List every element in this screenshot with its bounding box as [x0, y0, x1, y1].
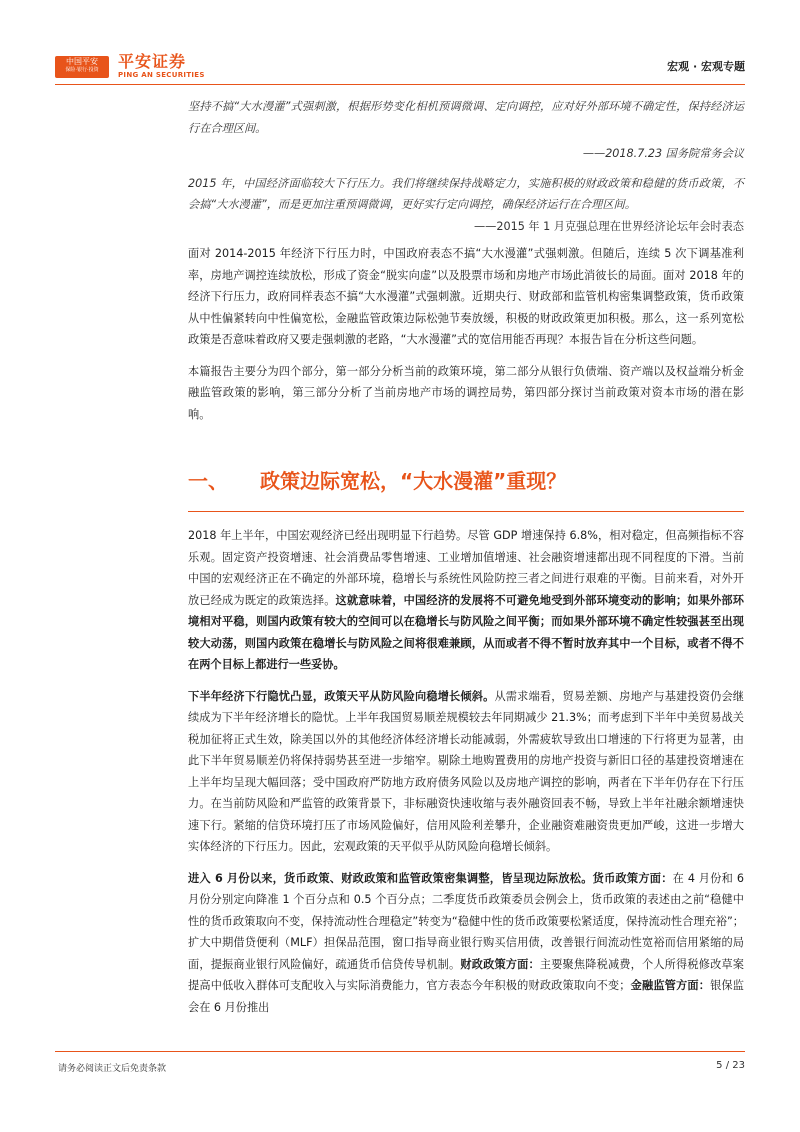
disclaimer-note: 请务必阅读正文后免责条款: [58, 1064, 167, 1074]
quote-2: 2015 年，中国经济面临较大下行压力。我们将继续保持战略定力，实施积极的财政政策和稳健的货币政策，不会搞“大水漫灌”，而是更加注重预调微调，更好实行定向调控，确保经济运行在合理区间。: [188, 176, 744, 211]
header-divider: [55, 84, 745, 85]
paragraph-text: 从需求端看，贸易差额、房地产与基建投资仍会继续成为下半年经济增长的隐忧。上半年我国贸易顺差规模较去年同期减少 21.3%；而考虑到下半年中美贸易战关税加征将正式生效，除美国以外的其他经济体经济增长动能减弱，外需疲软导致出口增速的下行将更为显著，由此下半年贸易顺差仍将保持弱势甚至进一步缩窄。剔除土地购置费用的房地产投资与新旧口径的基建投资增速在上半年均呈现大幅回落；受中国政府严防地方政府债务风险以及房地产调控的影响，两者在下半年仍存在下行压力。在当前防风险和严监管的政策背景下，非标融资快速收缩与表外融资回表不畅，导致上半年社融余额增速快速下行。紧缩的信贷环境打压了市场风险偏好，信用风险利差攀升，企业融资难融资贵更加严峻，这进一步增大实体经济的下行压力。因此，宏观政策的天平似乎从防风险向稳增长倾斜。: [188, 689, 744, 853]
report-body: [188, 96, 744, 1018]
logo-sub-text: 保险·银行·投资: [65, 67, 99, 73]
section-paragraph-3: [188, 868, 744, 1019]
paragraph-emphasis: 下半年经济下行隐忧凸显，政策天平从防风险向稳增长倾斜。: [188, 689, 495, 703]
paragraph-emphasis: 财政政策方面：: [460, 957, 540, 971]
report-section-label: 宏观 · 宏观专题: [667, 60, 745, 73]
section-title: 政策边际宽松，“大水漫灌”重现？: [260, 469, 567, 493]
paragraph-text: 银保监会在 6 月份推出: [188, 979, 744, 1014]
section-paragraph-2: [188, 686, 744, 858]
section-divider: [188, 511, 744, 512]
brand-name-cn: 平安证券: [118, 52, 187, 71]
paragraph-text: 主要聚焦降税减费，个人所得税修改草案提高中低收入群体可支配收入与实际消费能力，官方表态今年积极的财政政策取向不变；: [188, 957, 744, 992]
paragraph-emphasis: 金融监管方面：: [630, 979, 711, 992]
footer-divider: [55, 1051, 745, 1052]
page-number: 5 / 23: [716, 1060, 745, 1071]
brand-name-en: PING AN SECURITIES: [118, 71, 205, 79]
paragraph-emphasis: 进入 6 月份以来，货币政策、财政政策和监管政策密集调整，皆呈现边际放松。货币政策方面：: [188, 871, 673, 885]
page-header: [0, 0, 800, 86]
paragraph-emphasis: 这就意味着，中国经济的发展将不可避免地受到外部环境变动的影响；如果外部环境相对平稳，则国内政策有较大的空间可以在稳增长与防风险之间平衡；而如果外部环境不确定性较强甚至出现较大动荡，则国内政策在稳增长与防风险之间将很难兼顾，从而或者不得不暂时放弃其中一个目标，或者不得不在两个目标上都进行一些妥协。: [188, 593, 744, 671]
intro-paragraph-1: 面对 2014-2015 年经济下行压力时，中国政府表态不搞“大水漫灌”式强刺激。但随后，连续 5 次下调基准利率，房地产调控连续放松，形成了资金“脱实向虚”以及股票市场和房地产市场此消彼长的局面。面对 2018 年的经济下行压力，政府同样表态不搞“大水漫灌”式强刺激。近期央行、财政部和监管机构密集调整政策，货币政策从中性偏紧转向中性偏宽松，金融监管政策边际松弛节奏放缓，积极的财政政策更加积极。那么，这一系列宽松政策是否意味着政府又要走强刺激的老路，“大水漫灌”式的宽信用能否再现？本报告旨在分析这些问题。: [188, 247, 744, 346]
section-paragraph-1: [188, 525, 744, 676]
section-heading: [188, 425, 744, 525]
quote-1: 坚持不搞“大水漫灌”式强刺激，根据形势变化相机预调微调、定向调控，应对好外部环境不确定性，保持经济运行在合理区间。: [188, 100, 744, 135]
quote-2-source: ——2015 年 1 月克强总理在世界经济论坛年会时表态: [473, 219, 744, 233]
section-number: 一、: [188, 469, 228, 493]
paragraph-text: 在 4 月份和 6 月份分别定向降准 1 个百分点和 0.5 个百分点；二季度货币政策委员会例会上，货币政策的表述由之前“稳健中性的货币政策取向不变，保持流动性合理稳定”转变为“稳健中性的货币政策要松紧适度，保持流动性合理充裕”；扩大中期借贷便利（MLF）担保品范围，窗口指导商业银行购买信用债，改善银行间流动性宽裕而信用紧缩的局面，提振商业银行风险偏好，疏通货币信贷传导机制。: [188, 871, 745, 971]
quote-1-source: ——2018.7.23 国务院常务会议: [582, 147, 744, 160]
paragraph-text: 2018 年上半年，中国宏观经济已经出现明显下行趋势。尽管 GDP 增速保持 6.8%，相对稳定，但高频指标不容乐观。固定资产投资增速、社会消费品零售增速、工业增加值增速、社会融资增速都出现不同程度的下滑。当前中国的宏观经济正在不确定的外部环境，稳增长与系统性风险防控三者之间进行艰难的平衡。目前来看，对外开放已经成为既定的政策选择。: [188, 529, 744, 607]
intro-paragraph-2: 本篇报告主要分为四个部分，第一部分分析当前的政策环境，第二部分从银行负债端、资产端以及权益端分析金融监管政策的影响，第三部分分析了当前房地产市场的调控局势，第四部分探讨当前政策对资本市场的潜在影响。: [188, 364, 744, 421]
pingan-logo: [55, 56, 109, 78]
logo-main-text: 中国平安: [66, 57, 98, 66]
